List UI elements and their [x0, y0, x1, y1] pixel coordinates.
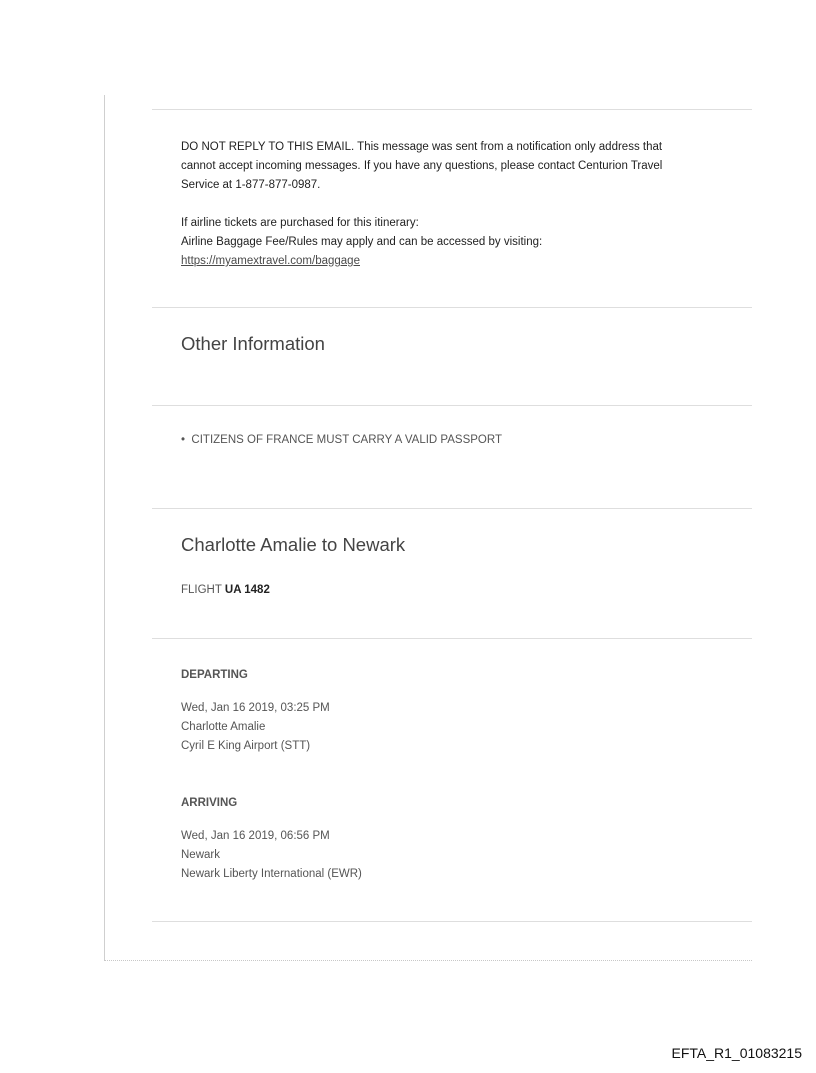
baggage-line: Airline Baggage Fee/Rules may apply and can be accessed by visiting: — [181, 236, 543, 248]
departing-airport: Cyril E King Airport (STT) — [181, 740, 311, 752]
baggage-link[interactable]: https://myamextravel.com/baggage — [181, 255, 360, 267]
divider — [152, 638, 752, 639]
departing-datetime: Wed, Jan 16 2019, 03:25 PM — [181, 702, 330, 714]
departing-details — [181, 699, 330, 756]
info-item-text: CITIZENS OF FRANCE MUST CARRY A VALID PASSPORT — [191, 434, 502, 446]
departing-label: DEPARTING — [181, 669, 248, 681]
flight-label: FLIGHT — [181, 584, 222, 596]
divider — [152, 508, 752, 509]
do-not-reply-notice — [181, 138, 711, 195]
document-id: EFTA_R1_01083215 — [671, 1045, 802, 1061]
arriving-label: ARRIVING — [181, 797, 238, 809]
baggage-info — [181, 214, 711, 271]
baggage-line: If airline tickets are purchased for this itinerary: — [181, 217, 419, 229]
flight-number-line — [181, 584, 270, 596]
notice-line: cannot accept incoming messages. If you have any questions, please contact Centurion Travel — [181, 160, 663, 172]
divider — [152, 307, 752, 308]
divider — [152, 405, 752, 406]
email-frame-left-border — [104, 95, 105, 961]
email-frame-bottom-border — [104, 960, 752, 961]
notice-line: Service at 1-877-877-0987. — [181, 179, 321, 191]
divider — [152, 921, 752, 922]
divider — [152, 109, 752, 110]
notice-line: DO NOT REPLY TO THIS EMAIL. This message was sent from a notification only address that — [181, 141, 663, 153]
arriving-datetime: Wed, Jan 16 2019, 06:56 PM — [181, 830, 330, 842]
info-list-item — [181, 434, 502, 446]
flight-number: UA 1482 — [224, 584, 270, 596]
bullet-icon: • — [181, 434, 186, 446]
other-information-heading: Other Information — [181, 333, 325, 354]
departing-city: Charlotte Amalie — [181, 721, 266, 733]
arriving-city: Newark — [181, 849, 220, 861]
arriving-airport: Newark Liberty International (EWR) — [181, 868, 362, 880]
arriving-details — [181, 827, 362, 884]
flight-route-heading: Charlotte Amalie to Newark — [181, 534, 406, 555]
